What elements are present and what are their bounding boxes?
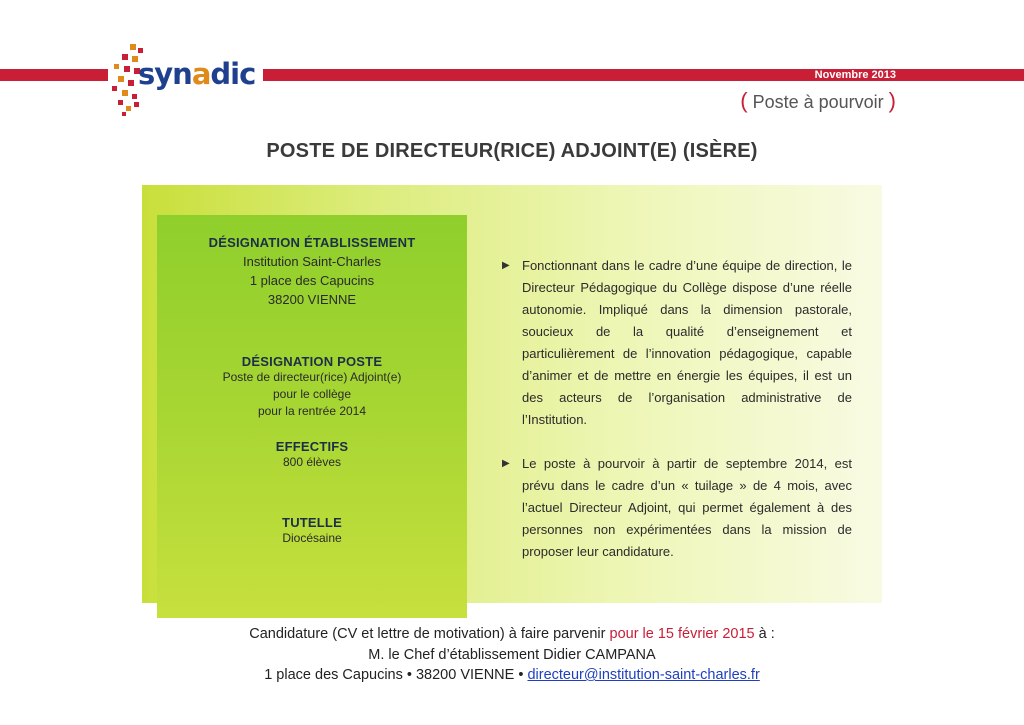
footer-intro: Candidature (CV et lettre de motivation) à faire parvenir: [249, 626, 610, 642]
tag-label: Poste à pourvoir: [752, 92, 884, 112]
bullet-text-2: Le poste à pourvoir à partir de septembre 2014, est prévu dans le cadre d’un « tuilage » de 4 mois, avec l’actuel Directeur Adjoint, qui permet également à des personnes non expérimentées dans la mission de proposer leur candidature.: [522, 456, 852, 559]
info-box: [157, 215, 467, 618]
tag-close-bracket: ): [888, 88, 896, 113]
contact-email-link[interactable]: directeur@institution-saint-charles.fr: [527, 667, 760, 683]
triangle-bullet-icon: ▶: [502, 260, 510, 271]
staff-heading: EFFECTIFS: [275, 439, 349, 454]
application-footer: [0, 624, 1024, 686]
establishment-name: Institution Saint-Charles: [242, 254, 381, 269]
logo-text-a: a: [191, 57, 211, 91]
footer-intro-end: à :: [754, 626, 775, 642]
position-line-1: Poste de directeur(rice) Adjoint(e): [222, 370, 402, 384]
supervision-heading: TUTELLE: [282, 515, 342, 530]
supervision-section: [157, 515, 467, 547]
bullet-text-1: Fonctionnant dans le cadre d’une équipe de direction, le Directeur Pédagogique du Collège dispose d’une réelle autonomie. Impliqué dans la dimension pastorale, soucieux de la qualité d’enseignement et particulièrement de l’innovation pédagogique, capable d’animer et de mettre en énergie les équipes, il est un des acteurs de l’organisation administrative de l’Institution.: [522, 258, 852, 427]
footer-deadline: pour le 15 février 2015: [609, 626, 755, 642]
establishment-address: 1 place des Capucins: [249, 273, 375, 288]
supervision-value: Diocésaine: [282, 531, 342, 545]
footer-line-3: [0, 665, 1024, 686]
issue-date: Novembre 2013: [814, 69, 896, 81]
synadic-logo: [108, 40, 263, 120]
description-list: [502, 255, 852, 563]
logo-wordmark: [138, 57, 255, 91]
staff-value: 800 élèves: [282, 455, 342, 469]
establishment-city: 38200 VIENNE: [267, 292, 357, 307]
footer-line-1: [0, 624, 1024, 645]
footer-address: 1 place des Capucins • 38200 VIENNE •: [264, 667, 528, 683]
list-item: [502, 255, 852, 431]
establishment-section: [157, 235, 467, 309]
logo-text-syn: syn: [138, 57, 192, 91]
triangle-bullet-icon: ▶: [502, 458, 510, 469]
logo-text-dic: dic: [210, 57, 256, 91]
position-heading: DÉSIGNATION POSTE: [241, 354, 383, 369]
footer-recipient: M. le Chef d’établissement Didier CAMPANA: [368, 646, 656, 663]
list-item: [502, 453, 852, 563]
page-title: POSTE DE DIRECTEUR(RICE) ADJOINT(E) (ISÈRE): [266, 140, 758, 162]
position-line-2: pour le collège: [272, 387, 352, 401]
establishment-heading: DÉSIGNATION ÉTABLISSEMENT: [208, 235, 416, 250]
staff-section: [157, 439, 467, 471]
tag-open-bracket: (: [740, 88, 748, 113]
position-line-3: pour la rentrée 2014: [257, 404, 367, 418]
position-section: [157, 354, 467, 420]
section-tag: [740, 88, 896, 114]
